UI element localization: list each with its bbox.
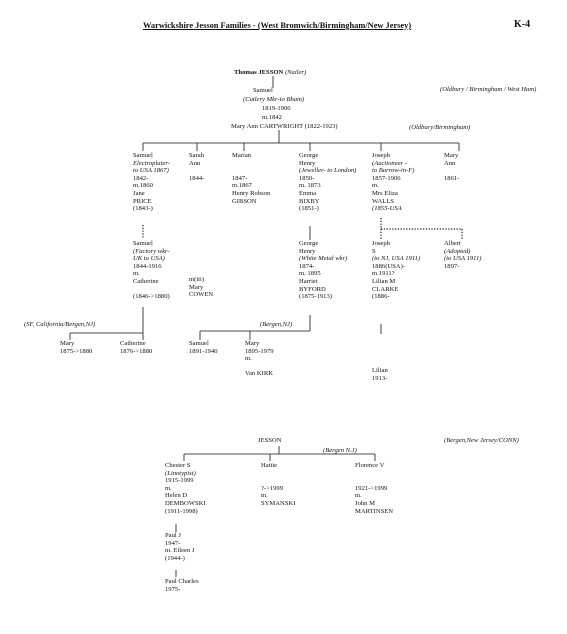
place-sf-bergen: (SF, California/Bergen,NJ): [24, 321, 96, 328]
person-samuel: Samuel Electroplater- to USA 1867) 1842- m.1860 Jane PRICE (1843-): [133, 152, 170, 213]
tree2-root-place: (Bergen N.J): [323, 447, 357, 454]
person-george-2: George Henry (White Metal wkr) 1874- m. 1895 Harriet BYFORD (1875-1913): [299, 240, 348, 301]
person-marian: Marian 1847- m.1867 Henry Robson GIBSON: [232, 152, 271, 205]
person-paul-charles: Paul Charles 1975-: [165, 578, 199, 593]
person-catherine: Catherine 1876->1880: [120, 340, 153, 355]
person-samuel-3: Samuel 1891-1940: [189, 340, 218, 355]
person-joseph-2: Joseph S (to NJ, USA 1911) 1886(USA)- m.1911? Lilian M CLARKE (1886-: [372, 240, 421, 301]
place-oldbury-westham: (Oldbury / Birmingham / West Ham): [440, 86, 537, 93]
person-chester: Chester S (Linotypist) 1915-1999 m. Helen D DEMBOWSKI (1911-1998): [165, 462, 206, 515]
person-florence: Florence V 1921->1999 m. John M MARTINSEN: [355, 462, 394, 515]
person-mary: Mary 1875->1880: [60, 340, 93, 355]
person-mary-ann: Mary Ann 1861-: [444, 152, 460, 182]
person-paul: Paul J 1947- m. Eileen J (1944-): [165, 532, 195, 562]
person-samuel-sr-dates: 1819-1906: [262, 105, 291, 112]
person-samuel-sr-occupation: (Cutlery Mkr-to Bham): [243, 96, 305, 103]
person-thomas: Thomas JESSON (Nailer): [234, 69, 307, 76]
person-hattie: Hattie ?->1999 m. SYMANSKI: [261, 462, 296, 507]
person-george: George Henry (Jeweller- to London) 1850- m. 1873 Emma BIXBY (1851-): [299, 152, 357, 213]
place-bergen-nj-conn: (Bergen,New Jersey/CONN): [444, 437, 519, 444]
place-bergen-nj: (Bergen,NJ): [260, 321, 293, 328]
page-code: K-4: [514, 19, 531, 30]
person-samuel-sr-spouse: Mary Ann CARTWRIGHT (1822-1923): [231, 123, 338, 130]
person-samuel-2-second-spouse: m(iii) Mary COWEN: [189, 276, 214, 299]
person-mary-2: Mary 1895-1979 m. Van KIRK: [245, 340, 274, 378]
person-sarah: Sarah Ann 1844-: [189, 152, 205, 182]
person-lilian: Lilian 1913-: [372, 367, 388, 382]
person-samuel-2: Samuel (Factory wkr- UK to USA) 1844-1916 m. Catherine (1846->1880): [133, 240, 170, 301]
person-albert: Albert (Adopted) (to USA 1911) 1897-: [444, 240, 482, 270]
page-title: Warwickshire Jesson Families - (West Bromwich/Birmingham/New Jersey): [143, 21, 412, 30]
person-samuel-sr-married: m.1842: [262, 114, 282, 121]
person-samuel-sr-name: Samuel: [253, 87, 273, 94]
tree2-root: JESSON: [258, 437, 282, 444]
person-joseph: Joseph (Auctioneer - to Barrow-in-F) 1857-1906 m. Mrs Eliza WALLS (1855-USA: [372, 152, 415, 213]
place-oldbury-birmingham: (Oldbury/Birmingham): [409, 124, 471, 131]
